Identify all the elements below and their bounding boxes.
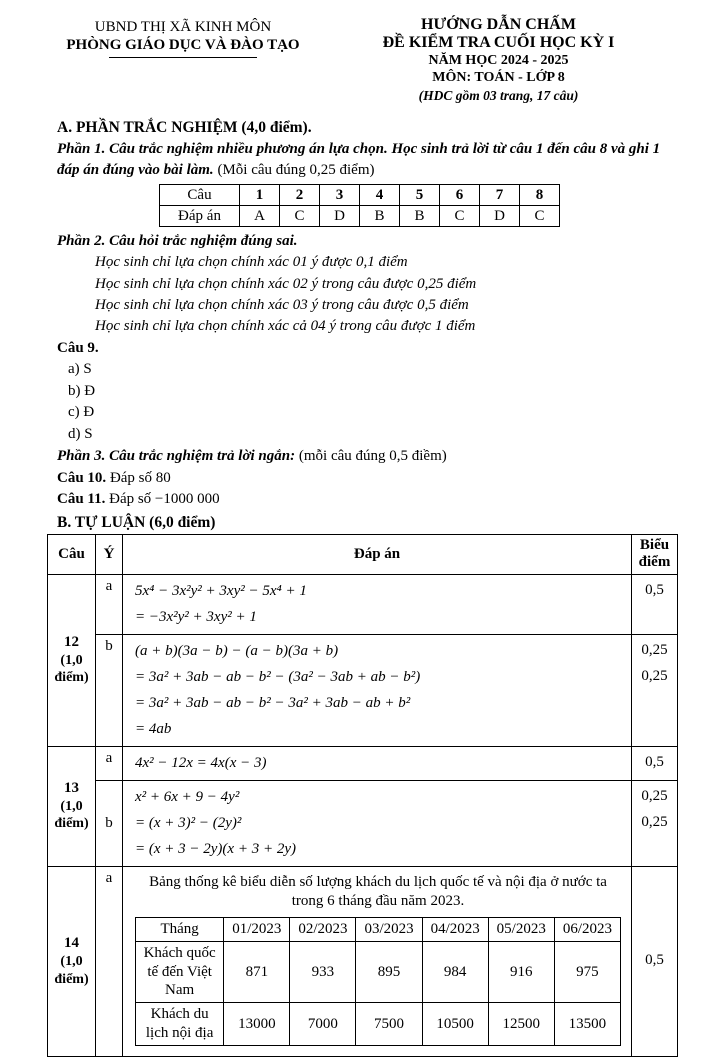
part1-instructions: Phần 1. Câu trắc nghiệm nhiều phương án lựa chọn. Học sinh trả lời từ câu 1 đến câu 8 và ghi 1 đáp án đúng vào bài làm.: [57, 141, 661, 178]
q12b-score-cell: [632, 634, 678, 746]
statistics-caption: Bảng thống kê biểu diễn số lượng khách du lịch quốc tế và nội địa ở nước ta trong 6 tháng đầu năm 2023.: [149, 873, 607, 910]
mcq-question-number: 3: [320, 185, 360, 206]
math-line: = −3x²y² + 3xy² + 1: [135, 608, 257, 625]
table-row-q13b: [48, 780, 678, 866]
stat-value: 975: [554, 941, 620, 1002]
stat-month: 04/2023: [422, 918, 488, 942]
stat-month: 02/2023: [290, 918, 356, 942]
mcq-question-row: [160, 185, 560, 206]
q14a-score-cell: [632, 866, 678, 1056]
q14a-part-label: a: [96, 866, 123, 1056]
document-header: [47, 16, 678, 104]
mcq-question-number: 6: [440, 185, 480, 206]
stat-header-row: [136, 918, 621, 942]
part2-title: Phần 2. Câu hỏi trắc nghiệm đúng sai.: [57, 233, 298, 250]
stat-value: 13500: [554, 1003, 620, 1046]
stat-value: 10500: [422, 1003, 488, 1046]
authority-department: PHÒNG GIÁO DỤC VÀ ĐÀO TẠO: [66, 37, 300, 53]
q14-points: (1,0 điểm): [54, 954, 89, 987]
score-value: 0,25: [641, 787, 668, 804]
table-row-q14a: [48, 866, 678, 1056]
mcq-answer: C: [440, 206, 480, 227]
tourist-statistics-table: [135, 917, 621, 1046]
stat-value: 916: [488, 941, 554, 1002]
q13a-part-label: a: [96, 746, 123, 780]
score-value: 0,25: [641, 641, 668, 658]
math-line: = (x + 3)² − (2y)²: [135, 814, 242, 831]
question9-answer: a) S: [68, 360, 92, 377]
mcq-question-number: 7: [480, 185, 520, 206]
math-line: = 3a² + 3ab − ab − b² − 3a² + 3ab − ab + b²: [135, 694, 411, 711]
q14-number-cell: [48, 866, 96, 1056]
math-line: x² + 6x + 9 − 4y²: [135, 788, 240, 805]
question9-answer: c) Đ: [68, 404, 95, 421]
mcq-question-label: Câu: [160, 185, 240, 206]
part2-rule: Học sinh chỉ lựa chọn chính xác 01 ý được 0,1 điểm: [95, 254, 408, 271]
doc-note: (HDC gồm 03 trang, 17 câu): [418, 88, 579, 103]
stat-value: 7000: [290, 1003, 356, 1046]
authority-parent: UBND THỊ XÃ KINH MÔN: [94, 19, 272, 35]
authority-underline: [109, 57, 257, 58]
q12b-solution: [123, 634, 632, 746]
math-line: = 4ab: [135, 720, 172, 737]
stat-value: 7500: [356, 1003, 422, 1046]
mcq-question-number: 2: [280, 185, 320, 206]
stat-month: 06/2023: [554, 918, 620, 942]
issuing-authority-block: [47, 16, 319, 104]
essay-grading-table: [47, 534, 678, 1057]
math-line: 4x² − 12x = 4x(x − 3): [135, 754, 267, 771]
question10-answer: Đáp số 80: [106, 469, 171, 486]
part3-note: (mỗi câu đúng 0,5 điềm): [295, 447, 447, 464]
header-y: Ý: [96, 535, 123, 575]
q13a-score-cell: [632, 746, 678, 780]
mcq-answer-label: Đáp án: [160, 206, 240, 227]
mcq-question-number: 5: [400, 185, 440, 206]
part2-rule: Học sinh chỉ lựa chọn chính xác 02 ý trong câu được 0,25 điểm: [95, 275, 477, 292]
q13b-solution: [123, 780, 632, 866]
section-b-title: B. TỰ LUẬN (6,0 điểm): [57, 514, 216, 532]
table-row-q12a: [48, 574, 678, 634]
mcq-question-number: 4: [360, 185, 400, 206]
stat-value: 12500: [488, 1003, 554, 1046]
question9-answer: d) S: [68, 426, 93, 443]
grading-table-header-row: [48, 535, 678, 575]
score-value: 0,5: [645, 952, 664, 969]
header-dapan: Đáp án: [123, 535, 632, 575]
stat-domestic-label: Khách du lịch nội địa: [136, 1003, 224, 1046]
mcq-answer: D: [480, 206, 520, 227]
mcq-answer: B: [400, 206, 440, 227]
stat-value: 984: [422, 941, 488, 1002]
score-value: 0,25: [641, 667, 668, 684]
q12-points: (1,0 điểm): [54, 652, 89, 686]
q13b-score-cell: [632, 780, 678, 866]
score-value: 0,5: [645, 754, 664, 771]
mcq-answer: D: [320, 206, 360, 227]
question11-line: [57, 489, 678, 511]
mcq-answer: B: [360, 206, 400, 227]
mcq-question-number: 8: [520, 185, 560, 206]
q13a-solution: [123, 746, 632, 780]
title-block: [319, 16, 678, 104]
mcq-answer-table: [159, 184, 560, 227]
table-row-q12b: [48, 634, 678, 746]
q12b-part-label: b: [96, 634, 123, 746]
stat-corner-label: Tháng: [136, 918, 224, 942]
part2-rule: Học sinh chỉ lựa chọn chính xác 03 ý trong câu được 0,5 điểm: [95, 296, 469, 313]
q14-number: 14: [64, 935, 79, 952]
stat-value: 933: [290, 941, 356, 1002]
score-value: 0,5: [645, 581, 664, 598]
mcq-answer: C: [520, 206, 560, 227]
part3-title: Phần 3. Câu trắc nghiệm trả lời ngắn:: [57, 447, 296, 464]
q12-number-cell: [48, 574, 96, 746]
part3-paragraph: [57, 446, 678, 468]
question11-answer: Đáp số −1000 000: [105, 491, 220, 508]
q13-number: 13: [64, 780, 79, 797]
math-line: = 3a² + 3ab − ab − b² − (3a² − 3ab + ab − b²): [135, 668, 421, 685]
math-line: 5x⁴ − 3x²y² + 3xy² − 5x⁴ + 1: [135, 582, 307, 599]
question10-label: Câu 10.: [57, 469, 107, 486]
table-row-q13a: [48, 746, 678, 780]
stat-month: 01/2023: [224, 918, 290, 942]
question9-answer: b) Đ: [68, 382, 96, 399]
q13-points: (1,0 điểm): [54, 798, 89, 832]
question11-label: Câu 11.: [57, 491, 106, 508]
section-a-title: A. PHẦN TRẮC NGHIỆM (4,0 điểm).: [57, 119, 312, 136]
math-line: = (x + 3 − 2y)(x + 3 + 2y): [135, 840, 296, 857]
q12a-part-label: a: [96, 574, 123, 634]
stat-intl-row: [136, 941, 621, 1002]
part1-paragraph: [57, 139, 678, 180]
question9-label: Câu 9.: [57, 339, 99, 356]
doc-subtitle: ĐỀ KIỂM TRA CUỐI HỌC KỲ I: [382, 34, 615, 51]
question10-line: [57, 468, 678, 490]
stat-month: 05/2023: [488, 918, 554, 942]
stat-value: 871: [224, 941, 290, 1002]
part2-rule: Học sinh chỉ lựa chọn chính xác cả 04 ý trong câu được 1 điểm: [95, 318, 476, 335]
math-line: (a + b)(3a − b) − (a − b)(3a + b): [135, 642, 339, 659]
header-cau: Câu: [48, 535, 96, 575]
stat-value: 13000: [224, 1003, 290, 1046]
q12-number: 12: [64, 634, 79, 651]
q13-number-cell: [48, 746, 96, 866]
subject-grade: MÔN: TOÁN - LỚP 8: [432, 70, 565, 85]
q12a-score-cell: [632, 574, 678, 634]
doc-title: HƯỚNG DẪN CHẤM: [421, 16, 576, 33]
school-year: NĂM HỌC 2024 - 2025: [428, 53, 569, 68]
mcq-answer: C: [280, 206, 320, 227]
mcq-answer: A: [240, 206, 280, 227]
q13b-part-label: b: [96, 780, 123, 866]
q12a-solution: [123, 574, 632, 634]
stat-intl-label: Khách quốc tế đến Việt Nam: [136, 941, 224, 1002]
score-value: 0,25: [641, 813, 668, 830]
stat-month: 03/2023: [356, 918, 422, 942]
q14a-solution: [123, 866, 632, 1056]
mcq-answer-row: [160, 206, 560, 227]
header-score: Biểu điểm: [632, 535, 678, 575]
mcq-question-number: 1: [240, 185, 280, 206]
stat-value: 895: [356, 941, 422, 1002]
part1-note: (Mỗi câu đúng 0,25 điểm): [213, 161, 375, 178]
